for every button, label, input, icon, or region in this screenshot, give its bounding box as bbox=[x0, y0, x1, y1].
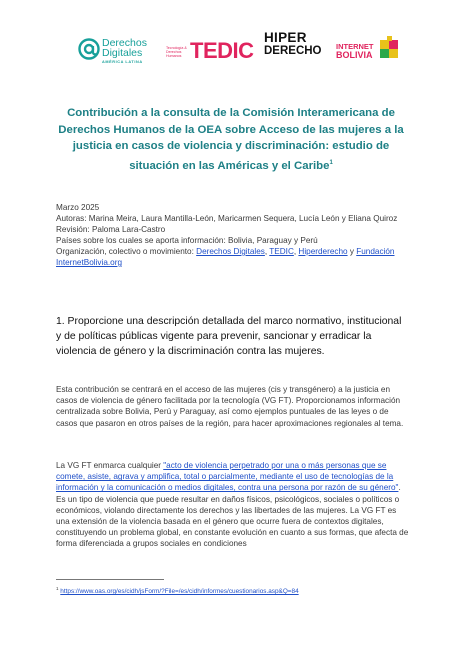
org-link-tedic[interactable]: TEDIC bbox=[269, 247, 294, 256]
countries: Países sobre los cuales se aporta información: Bolivia, Paraguay y Perú bbox=[56, 236, 318, 245]
logo-text: Digitales bbox=[102, 47, 143, 59]
organizations: Organización, colectivo o movimiento: Derechos Digitales, TEDIC, Hiperderecho y Fundación InternetBolivia.org bbox=[56, 247, 395, 267]
logo-text: INTERNET bbox=[336, 42, 374, 51]
org-link-hiperderecho[interactable]: Hiperderecho bbox=[298, 247, 348, 256]
paragraph: La VG FT enmarca cualquier "acto de violencia perpetrado por una o más personas que se comete, asiste, agrava y amplifica, total o parcialmente, mediante el uso de tecnologías de la información y la comunicación o medios digitales, contra una persona por razón de su género". Es un tipo de violencia que puede resultar en daños físicos, psicológicos, sociales o políticos o económicos, violando directamente los derechos y las libertades de las mujeres. La VG FT es una extensión de la violencia basada en el género que ocurre fuera de contextos digitales, constituyendo un problema global, en constante evolución en cuanto a sus formas, que afecta de forma diferenciada a grupos sociales en condiciones bbox=[56, 461, 409, 549]
partner-logos bbox=[78, 30, 398, 68]
internet-bolivia-logo bbox=[336, 36, 406, 68]
document-metadata bbox=[56, 202, 410, 268]
logo-text: DERECHO bbox=[264, 45, 322, 57]
date: Marzo 2025 bbox=[56, 203, 100, 212]
hiperderecho-logo bbox=[264, 30, 330, 68]
logo-subtext: Tecnología & Derechos Humanos bbox=[166, 46, 187, 58]
review: Revisión: Paloma Lara-Castro bbox=[56, 225, 166, 234]
logo-text: HIPER bbox=[264, 30, 307, 45]
logo-text: Derechos bbox=[102, 37, 147, 49]
quote-link[interactable]: "acto de violencia perpetrado por una o más personas que se comete, asiste, agrava y amplifica, total o parcialmente, mediante el uso de tecnologías de la información y la comunicación o medios digitales, contra una persona por razón de su género" bbox=[56, 461, 399, 493]
document-title: Contribución a la consulta de la Comisión Interamericana de Derechos Humanos de la OEA sobre Acceso de las mujeres a la justicia en casos de violencia y discriminación: estudio de situación en las Américas y el Caribe$^1$ bbox=[58, 107, 404, 172]
footnote-link[interactable]: https://www.oas.org/es/cidh/jsForm/?File=/es/cidh/informes/cuestionarios.asp&Q=84 bbox=[60, 588, 299, 596]
logo-text: TEDIC bbox=[190, 38, 254, 63]
authors: Autoras: Marina Meira, Laura Mantilla-León, Maricarmen Sequera, Lucía León y Eliana Quiroz bbox=[56, 214, 398, 223]
paragraph: Esta contribución se centrará en el acceso de las mujeres (cis y transgénero) a la justicia en casos de violencia de género facilitada por la tecnología (VG FT). Proporcionamos información centralizada sobre Bolivia, Perú y Paraguay, así como ejemplos puntuales de las leyes o de casos que pasaron en otros países de la región, para hacer aproximaciones regionales al tema. bbox=[56, 385, 404, 428]
footnote-divider bbox=[56, 579, 164, 580]
derechos-digitales-logo bbox=[78, 36, 164, 68]
tedic-logo bbox=[166, 36, 254, 68]
org-link-internetbolivia[interactable]: Fundación InternetBolivia.org bbox=[56, 247, 395, 267]
logo-text: BOLIVIA bbox=[336, 50, 373, 60]
ib-square-icon bbox=[380, 36, 400, 60]
footnote-mark[interactable]: 1 bbox=[329, 159, 333, 166]
at-sign-icon bbox=[78, 38, 100, 60]
org-link-derechos-digitales[interactable]: Derechos Digitales bbox=[196, 247, 265, 256]
logo-subtext: AMÉRICA LATINA bbox=[102, 60, 143, 64]
footnote: $^1$ https://www.oas.org/es/cidh/jsForm/?File=/es/cidh/informes/cuestionarios.asp&Q=84 bbox=[56, 586, 299, 596]
section-heading: 1. Proporcione una descripción detallada del marco normativo, institucional y de políticas públicas vigente para prevenir, sancionar y erradicar la violencia de género y la discriminación contra las mujeres. bbox=[56, 316, 402, 357]
